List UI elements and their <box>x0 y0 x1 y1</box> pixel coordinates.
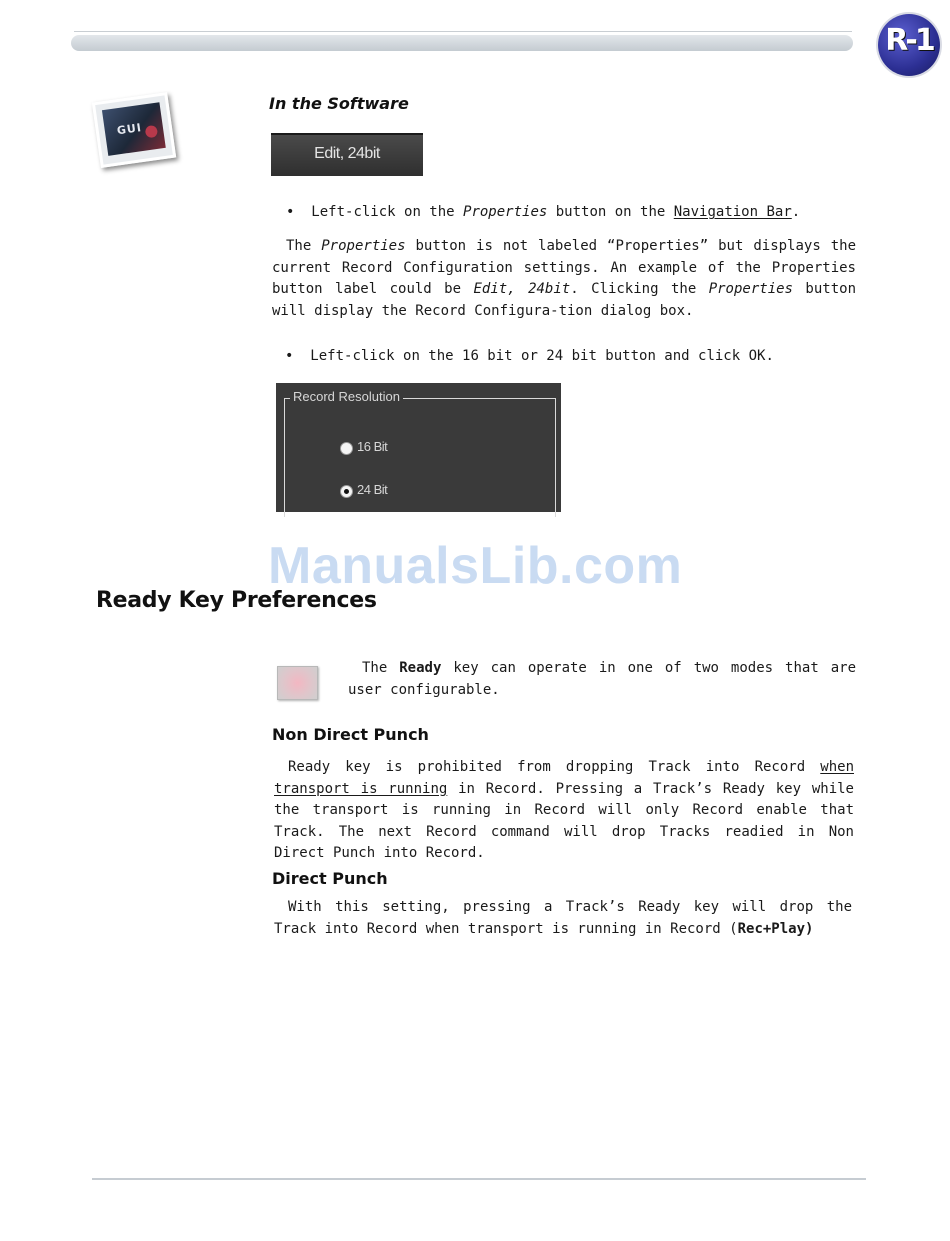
non-direct-punch-paragraph: Ready key is prohibited from dropping Track into Record when transport is running in Record. Pressing a Track’s Ready key while the transport is running in Record will only Record enable that Track. The next Record command will drop Tracks readied in Non Direct Punch into Record. <box>274 759 854 861</box>
header-bar <box>71 35 853 51</box>
gui-record-dot <box>145 125 159 139</box>
bullet-glyph: • <box>285 348 311 364</box>
logo-text: R-1 <box>885 23 933 58</box>
direct-punch-heading: Direct Punch <box>272 869 388 888</box>
watermark: ManualsLib.com <box>268 537 683 595</box>
bullet-glyph: • <box>286 204 312 220</box>
record-resolution-dialog <box>276 383 561 512</box>
direct-punch-paragraph: With this setting, pressing a Track’s Ready key will drop the Track into Record when transport is running in Record (Rec+Play) <box>274 899 852 937</box>
radio-selected-dot <box>344 489 349 494</box>
gui-label: GUI <box>116 120 143 138</box>
gui-icon <box>92 92 176 168</box>
radio-16-bit[interactable] <box>340 442 353 455</box>
properties-button-image <box>271 133 423 176</box>
r1-logo <box>878 14 940 76</box>
radio-24-bit[interactable] <box>340 485 353 498</box>
non-direct-punch-heading: Non Direct Punch <box>272 725 429 744</box>
navigation-bar-link[interactable]: Navigation Bar <box>673 204 792 220</box>
properties-paragraph: The Properties button is not labeled “Properties” but displays the current Record Configuration settings. An example of the Properties button label could be Edit, 24bit. Clicking the Properties button will display the Record Configura-tion dialog box. <box>272 238 857 319</box>
software-heading: In the Software <box>269 94 409 113</box>
ready-key-icon <box>277 666 318 700</box>
bullet-properties: • Left-click on the Properties button on the Navigation Bar. <box>286 204 801 220</box>
record-resolution-title: Record Resolution <box>290 389 403 404</box>
footer-rule <box>92 1178 866 1180</box>
section-title: Ready Key Preferences <box>96 588 377 613</box>
record-resolution-group <box>284 398 556 517</box>
ready-intro-paragraph: The Ready key can operate in one of two modes that are user configurable. <box>348 660 856 698</box>
radio-16-bit-label: 16 Bit <box>357 439 388 454</box>
properties-button-label: Edit, 24bit <box>314 145 380 162</box>
bullet-resolution: • Left-click on the 16 bit or 24 bit button and click OK. <box>285 348 774 364</box>
radio-24-bit-label: 24 Bit <box>357 482 388 497</box>
header-rule <box>74 31 852 32</box>
gui-screen <box>102 102 166 156</box>
